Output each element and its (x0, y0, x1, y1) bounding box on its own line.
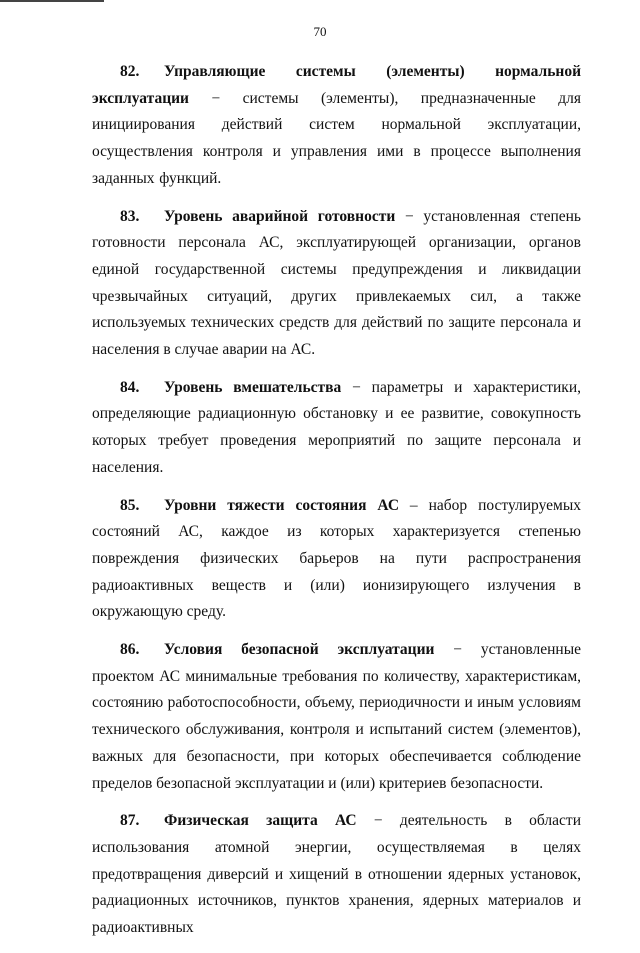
document-body (92, 59, 581, 953)
paragraph-number: 82. (120, 63, 140, 80)
paragraph-number: 87. (120, 812, 140, 830)
paragraph-82 (92, 59, 581, 193)
definition-text: − системы (элементы), предназначенные для инициирования действий систем нормальной эксплуатации, осуществления контроля и управления ими в процессе выполнения заданных функций. (92, 89, 581, 187)
term-heading: Уровни тяжести состояния АС (164, 496, 400, 514)
term-heading: Условия безопасной эксплуатации (164, 641, 435, 659)
paragraph-number: 85. (120, 496, 140, 514)
definition-text: − установленные проектом АС минимальные требования по количеству, характеристикам, состоянию работоспособности, объему, периодичности и иным условиям технического обслуживания, контроля и испытаний систем (элементов), важных для безопасности, при которых обеспечивается соблюдение пределов безопасной эксплуатации и (или) критериев безопасности. (92, 641, 581, 792)
term-heading: Уровень вмешательства (164, 378, 342, 396)
paragraph-83 (92, 204, 581, 364)
paragraph-85 (92, 493, 581, 627)
definition-text: – набор постулируемых состояний АС, каждое из которых характеризуется степенью повреждения физических барьеров на пути распространения радиоактивных веществ и (или) ионизирующего излучения в окружающую среду. (92, 496, 581, 621)
page-number: 70 (313, 24, 327, 39)
definition-text: − параметры и характеристики, определяющие радиационную обстановку и ее развитие, совокупность которых требует проведения мероприятий по защите персонала и населения. (92, 378, 581, 476)
paragraph-number: 86. (120, 641, 140, 659)
paragraph-number: 83. (120, 207, 140, 225)
term-heading: Физическая защита АС (164, 812, 357, 830)
definition-text: − установленная степень готовности персонала АС, эксплуатирующей организации, органов единой государственной системы предупреждения и ликвидации чрезвычайных ситуаций, других привлекаемых сил, а также используемых технических средств для действий по защите персонала и населения в случае аварии на АС. (92, 207, 581, 359)
paragraph-number: 84. (120, 378, 140, 396)
definition-text: − деятельность в области использования атомной энергии, осуществляемая в целях предотвращения диверсий и хищений в отношении ядерных установок, радиационных источников, пунктов хранения, ядерных материалов и радиоактивных (92, 812, 581, 937)
paragraph-87 (92, 808, 581, 942)
term-heading: Уровень аварийной готовности (164, 207, 396, 225)
scan-edge-line (0, 0, 104, 2)
paragraph-86 (92, 637, 581, 797)
paragraph-84 (92, 375, 581, 482)
term-heading: Управляющие системы (элементы) нормальной эксплуатации (92, 63, 581, 107)
